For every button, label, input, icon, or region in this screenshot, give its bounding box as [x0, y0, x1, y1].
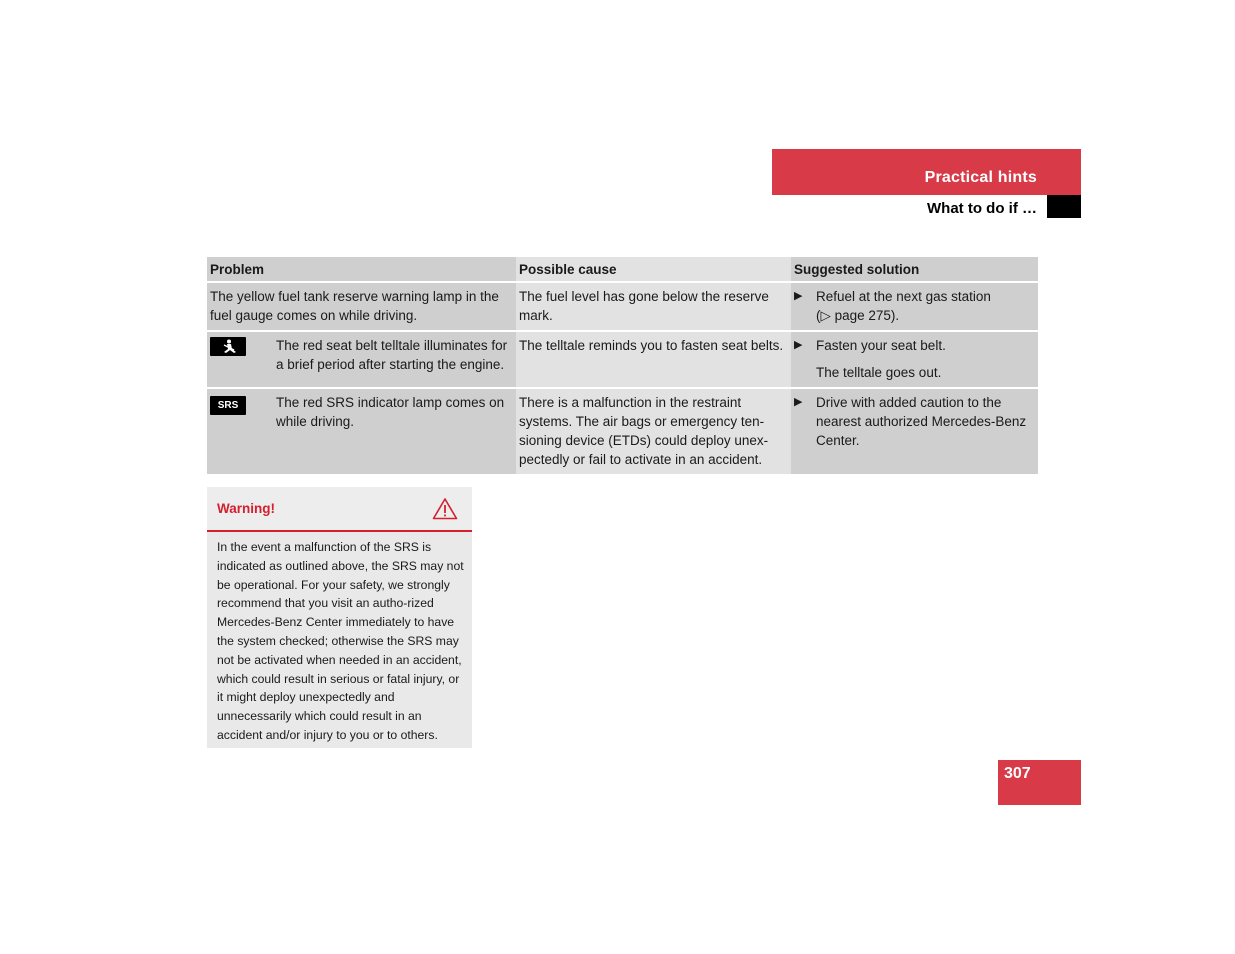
srs-indicator-icon: SRS [210, 396, 246, 415]
solution-cell [791, 331, 1038, 388]
page-reference-link[interactable]: (▷ page 275). [816, 308, 900, 323]
section-header-bar [772, 149, 1081, 195]
warning-body-text: In the event a malfunction of the SRS is indicated as outlined above, the SRS may not be operational. For your safety, we strongly recommend that you visit an autho-rized Mercedes-Benz Center immediately to have the system checked; otherwise the SRS may not be activated when needed in an accident, which could result in serious or fatal injury, or it might deploy unexpectedly and unnecessarily which could result in an accident and/or injury to you or to others. [217, 540, 464, 742]
problem-text: The red seat belt telltale illuminates for a brief period after starting the engine. [276, 338, 508, 372]
table-row [207, 388, 1038, 474]
solution-cell [791, 282, 1038, 331]
chapter-marker-tab [1047, 195, 1081, 218]
solution-text: Refuel at the next gas station [816, 289, 991, 304]
problem-text: The yellow fuel tank reserve warning lamp in the fuel gauge comes on while driving. [210, 289, 499, 323]
problem-cell [207, 282, 516, 331]
cause-text: There is a malfunction in the restraint systems. The air bags or emergency ten-sioning device (ETDs) could deploy unex-pectedly or fail to activate in an accident. [519, 395, 769, 467]
warning-title: Warning! [217, 501, 275, 516]
table-header-row [207, 257, 1038, 282]
page-number-box [998, 760, 1081, 805]
cause-cell [516, 388, 791, 474]
warning-box [207, 487, 472, 748]
bullet-arrow-icon: ▶ [794, 339, 803, 351]
troubleshooting-table [207, 257, 1038, 474]
table-row [207, 282, 1038, 331]
section-title: Practical hints [924, 169, 1037, 186]
solution-step [794, 393, 1035, 450]
problem-cell [207, 331, 516, 388]
cause-text: The telltale reminds you to fasten seat belts. [519, 338, 784, 353]
cause-cell [516, 331, 791, 388]
problem-text: The red SRS indicator lamp comes on while driving. [276, 395, 505, 429]
solution-note: The telltale goes out. [816, 365, 942, 380]
warning-header [207, 487, 472, 532]
seat-belt-telltale-icon [210, 337, 246, 356]
table-row [207, 331, 1038, 388]
column-header-solution: Suggested solution [791, 257, 1038, 282]
page-number: 307 [1004, 765, 1031, 782]
solution-text: Drive with added caution to the nearest authorized Mercedes-Benz Center. [816, 395, 1027, 448]
column-header-problem: Problem [207, 257, 516, 282]
solution-step [794, 287, 1035, 325]
cause-cell [516, 282, 791, 331]
column-header-cause: Possible cause [516, 257, 791, 282]
bullet-arrow-icon: ▶ [794, 396, 803, 408]
subsection-title: What to do if … [927, 200, 1037, 217]
solution-step [794, 336, 1035, 355]
solution-cell [791, 388, 1038, 474]
problem-cell [207, 388, 516, 474]
cause-text: The fuel level has gone below the reserve mark. [519, 289, 769, 323]
warning-triangle-icon [432, 497, 458, 525]
solution-text: Fasten your seat belt. [816, 338, 946, 353]
bullet-arrow-icon: ▶ [794, 290, 803, 302]
